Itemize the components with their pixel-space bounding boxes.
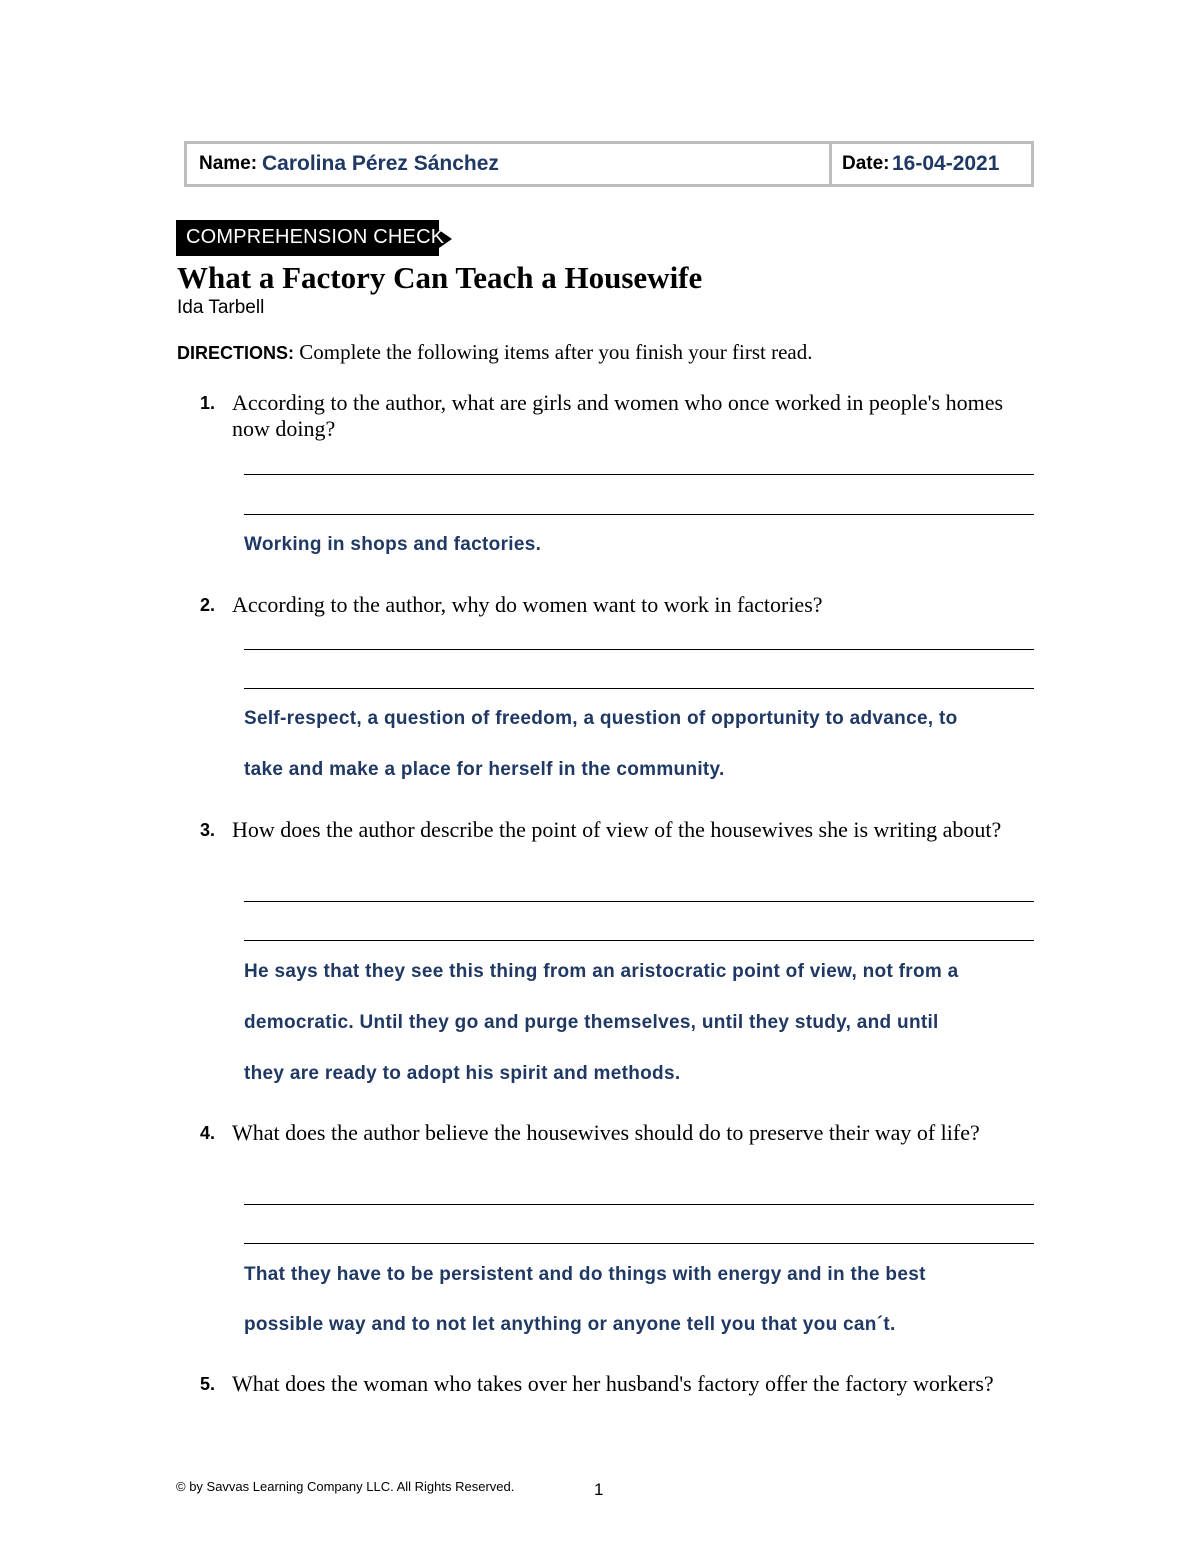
answer-text: He says that they see this thing from an aristocratic point of view, not from a (244, 961, 959, 982)
answer-text: possible way and to not let anything or anyone tell you that you can´t. (244, 1314, 896, 1335)
date-value: 16-04-2021 (892, 152, 1000, 175)
question-number: 5. (200, 1374, 216, 1394)
answer-line[interactable] (244, 514, 1034, 515)
directions-label: DIRECTIONS: (177, 343, 294, 363)
name-date-divider (829, 141, 832, 187)
answer-line[interactable] (244, 1204, 1034, 1205)
answer-text: they are ready to adopt his spirit and methods. (244, 1063, 681, 1084)
question-text: What does the author believe the housewives should do to preserve their way of life? (232, 1120, 980, 1145)
date-label: Date: (842, 153, 890, 174)
page-number: 1 (594, 1480, 604, 1499)
name-label: Name: (199, 153, 258, 174)
author-name: Ida Tarbell (177, 297, 265, 318)
question-text: According to the author, what are girls and women who once worked in people's homes now doing? (232, 390, 1004, 441)
name-value: Carolina Pérez Sánchez (262, 152, 499, 175)
question-text: According to the author, why do women want to work in factories? (232, 592, 823, 617)
copyright-footer: © by Savvas Learning Company LLC. All Rights Reserved. (176, 1479, 515, 1494)
page-title: What a Factory Can Teach a Housewife (177, 260, 703, 295)
answer-line[interactable] (244, 688, 1034, 689)
answer-text: Self-respect, a question of freedom, a question of opportunity to advance, to (244, 708, 958, 729)
answer-text: Working in shops and factories. (244, 534, 542, 555)
answer-line[interactable] (244, 940, 1034, 941)
answer-line[interactable] (244, 901, 1034, 902)
answer-text: take and make a place for herself in the community. (244, 759, 725, 780)
answer-text: democratic. Until they go and purge themselves, until they study, and until (244, 1012, 939, 1033)
answer-text: That they have to be persistent and do things with energy and in the best (244, 1264, 926, 1285)
directions-text: Complete the following items after you finish your first read. (299, 340, 813, 364)
answer-line[interactable] (244, 474, 1034, 475)
banner-label: COMPREHENSION CHECK (186, 226, 445, 248)
question-number: 4. (200, 1123, 216, 1143)
question-text: What does the woman who takes over her husband's factory offer the factory workers? (232, 1371, 994, 1396)
answer-line[interactable] (244, 649, 1034, 650)
directions (177, 340, 812, 365)
question-number: 1. (200, 393, 216, 413)
question-number: 3. (200, 820, 216, 840)
question-number: 2. (200, 595, 216, 615)
answer-line[interactable] (244, 1243, 1034, 1244)
question-text: How does the author describe the point of view of the housewives she is writing about? (232, 817, 1002, 842)
